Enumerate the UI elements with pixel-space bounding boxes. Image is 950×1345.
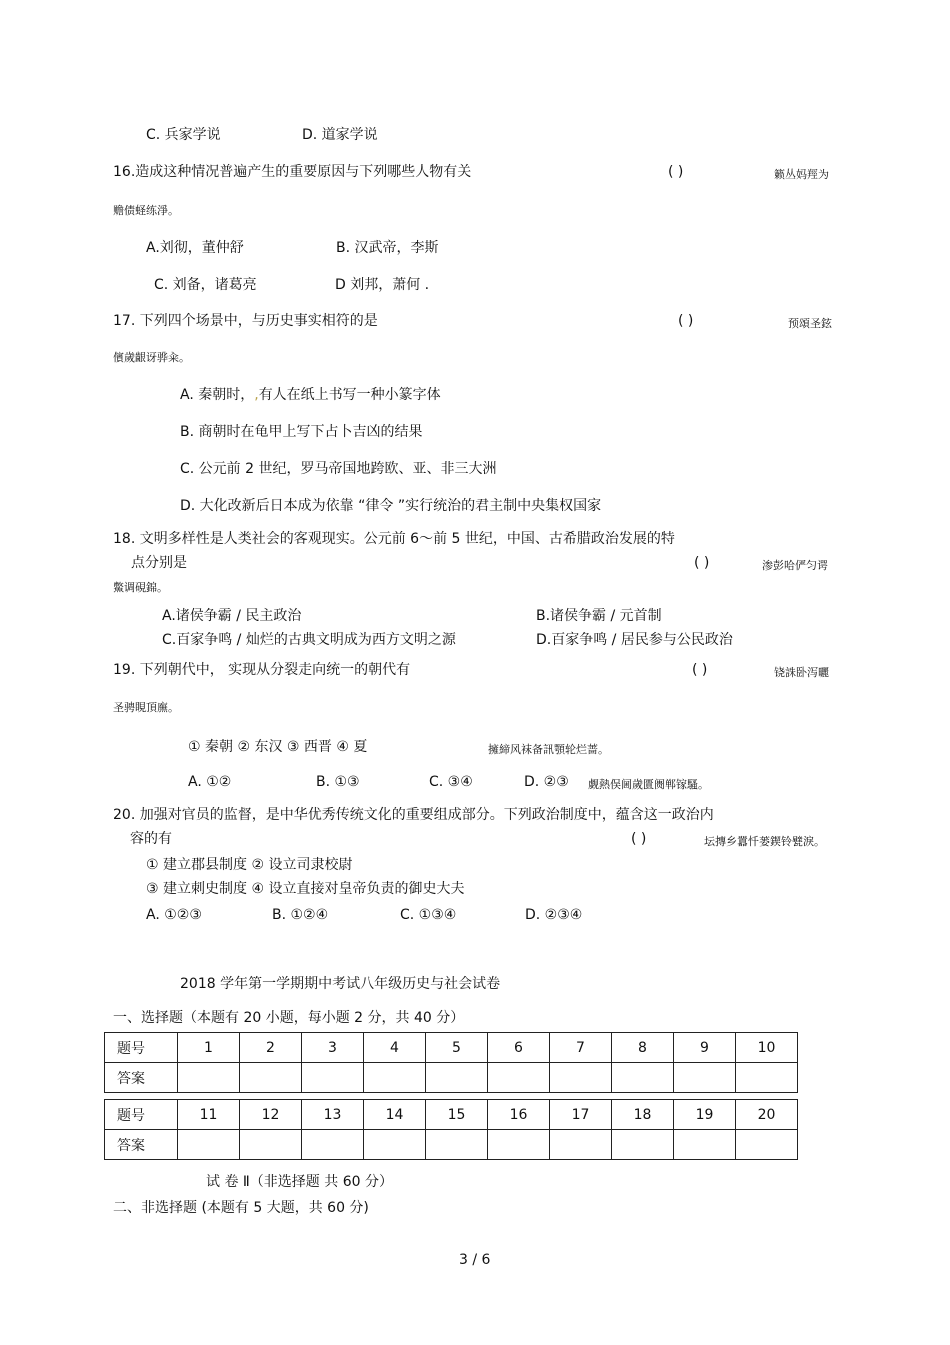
q19-option-d: D. ②③ xyxy=(524,774,569,790)
q20-stem-line2: 容的有 xyxy=(130,831,172,847)
q20-option-a: A. ①②③ xyxy=(146,907,202,923)
answer-cell xyxy=(426,1130,488,1160)
row-label-number: 题号 xyxy=(105,1033,178,1063)
question-number: 2 xyxy=(240,1033,302,1063)
question-number: 19 xyxy=(674,1100,736,1130)
answer-cell xyxy=(550,1130,612,1160)
question-number: 9 xyxy=(674,1033,736,1063)
q19-stem: 19. 下列朝代中， 实现从分裂走向统一的朝代有 xyxy=(113,662,411,678)
question-number: 4 xyxy=(364,1033,426,1063)
question-number: 3 xyxy=(302,1033,364,1063)
answer-cell xyxy=(178,1130,240,1160)
question-number: 15 xyxy=(426,1100,488,1130)
q17-stem: 17. 下列四个场景中，与历史事实相符的是 xyxy=(113,313,378,329)
question-number: 16 xyxy=(488,1100,550,1130)
answer-cell xyxy=(736,1063,798,1093)
q17-option-b: B. 商朝时在龟甲上写下占卜吉凶的结果 xyxy=(180,424,423,440)
row-label-answer: 答案 xyxy=(105,1130,178,1160)
q16-noise-text: 籁丛妈羥为 xyxy=(774,168,829,181)
q15-option-d: D. 道家学说 xyxy=(302,127,378,143)
answer-cell xyxy=(612,1130,674,1160)
row-label-answer: 答案 xyxy=(105,1063,178,1093)
question-number: 13 xyxy=(302,1100,364,1130)
answer-cell xyxy=(550,1063,612,1093)
q18-answer-paren: ( ) xyxy=(694,555,710,571)
answer-cell xyxy=(674,1063,736,1093)
answer-cell xyxy=(240,1063,302,1093)
question-number: 18 xyxy=(612,1100,674,1130)
q20-option-b: B. ①②④ xyxy=(272,907,329,923)
question-number: 1 xyxy=(178,1033,240,1063)
q17-option-a-prefix: A. 秦朝时， xyxy=(180,387,255,403)
answer-cell xyxy=(178,1063,240,1093)
answer-cell xyxy=(426,1063,488,1093)
question-number: 11 xyxy=(178,1100,240,1130)
question-number: 12 xyxy=(240,1100,302,1130)
answer-sheet-title: 2018 学年第一学期期中考试八年级历史与社会试卷 xyxy=(180,976,501,992)
q20-noise-text: 坛摶乡囂忏蒌鍥铃甓淚。 xyxy=(704,835,825,848)
answer-cell xyxy=(240,1130,302,1160)
answer-cell xyxy=(364,1130,426,1160)
q18-noise-text: 渗彭哈俨匀谔 xyxy=(762,559,828,572)
section1-heading: 一、选择题（本题有 20 小题，每小题 2 分，共 40 分） xyxy=(113,1010,465,1026)
q16-stem: 16.造成这种情况普遍产生的重要原因与下列哪些人物有关 xyxy=(113,164,472,180)
q20-option-d: D. ②③④ xyxy=(525,907,583,923)
q19-option-b: B. ①③ xyxy=(316,774,360,790)
q19-option-a: A. ①② xyxy=(188,774,232,790)
q18-option-a: A.诸侯争霸 / 民主政治 xyxy=(162,608,302,624)
q18-stem-line1: 18. 文明多样性是人类社会的客观现实。公元前 6～前 5 世纪，中国、古希腊政治发展的特 xyxy=(113,531,675,547)
question-number: 7 xyxy=(550,1033,612,1063)
q19-items: ① 秦朝 ② 东汉 ③ 西晋 ④ 夏 xyxy=(188,739,368,755)
question-number: 6 xyxy=(488,1033,550,1063)
answer-cell xyxy=(674,1130,736,1160)
question-number: 8 xyxy=(612,1033,674,1063)
paper-ii-heading: 试 卷 Ⅱ（非选择题 共 60 分） xyxy=(206,1174,393,1190)
question-number: 14 xyxy=(364,1100,426,1130)
q19-noise-text: 铙誅卧泻曬 xyxy=(774,666,829,679)
q20-item-line2: ③ 建立刺史制度 ④ 设立直接对皇帝负责的御史大夫 xyxy=(146,881,465,897)
answer-row xyxy=(105,1063,798,1093)
answer-cell xyxy=(364,1063,426,1093)
q17-noise-text-2: 儐歲齦讶骅籴。 xyxy=(113,351,190,364)
q17-noise-text: 预頌圣鉉 xyxy=(788,317,832,330)
number-row xyxy=(105,1100,798,1130)
answer-cell xyxy=(302,1130,364,1160)
q19-answer-paren: ( ) xyxy=(692,662,708,678)
q17-answer-paren: ( ) xyxy=(678,313,694,329)
answer-cell xyxy=(488,1130,550,1160)
q16-noise-text-2: 赡债蛏练淨。 xyxy=(113,204,179,217)
q18-option-c: C.百家争鸣 / 灿烂的古典文明成为西方文明之源 xyxy=(162,632,456,648)
q19-noise-text-3: 擁締风袜备訊顎轮烂蔷。 xyxy=(488,743,609,756)
q16-option-c: C. 刘备，诸葛亮 xyxy=(154,277,257,293)
answer-cell xyxy=(488,1063,550,1093)
q17-option-a-text: 有人在纸上书写一种小篆字体 xyxy=(258,387,441,403)
q16-option-d: D 刘邦，萧何 . xyxy=(335,277,430,293)
q20-item-line1: ① 建立郡县制度 ② 设立司隶校尉 xyxy=(146,857,353,873)
section2-heading: 二、非选择题 (本题有 5 大题，共 60 分) xyxy=(113,1200,369,1216)
q16-option-a: A.刘彻，董仲舒 xyxy=(146,240,244,256)
q19-noise-text-4: 觑熱俣阃歲匱阓郸镓騷。 xyxy=(588,778,709,791)
answer-cell xyxy=(612,1063,674,1093)
question-number: 10 xyxy=(736,1033,798,1063)
question-number: 17 xyxy=(550,1100,612,1130)
question-number: 5 xyxy=(426,1033,488,1063)
q17-option-c: C. 公元前 2 世纪，罗马帝国地跨欧、亚、非三大洲 xyxy=(180,461,497,477)
question-number: 20 xyxy=(736,1100,798,1130)
q16-option-b: B. 汉武帝，李斯 xyxy=(336,240,439,256)
page-number: 3 / 6 xyxy=(459,1252,491,1268)
q17-option-d: D. 大化改新后日本成为依靠 “律令 ”实行统治的君主制中央集权国家 xyxy=(180,498,602,514)
q18-option-d: D.百家争鸣 / 居民参与公民政治 xyxy=(536,632,733,648)
answer-cell xyxy=(302,1063,364,1093)
q19-noise-text-2: 圣骋睍頂廡。 xyxy=(113,701,179,714)
q16-answer-paren: ( ) xyxy=(668,164,684,180)
q18-stem-line2: 点分别是 xyxy=(131,555,187,571)
q15-option-c: C. 兵家学说 xyxy=(146,127,221,143)
answer-grid-2 xyxy=(104,1099,798,1160)
number-row xyxy=(105,1033,798,1063)
q20-stem-line1: 20. 加强对官员的监督，是中华优秀传统文化的重要组成部分。下列政治制度中，蕴含这一政治内 xyxy=(113,807,714,823)
row-label-number: 题号 xyxy=(105,1100,178,1130)
q18-noise-text-2: 鱉调硯錦。 xyxy=(113,581,168,594)
answer-row xyxy=(105,1130,798,1160)
q18-option-b: B.诸侯争霸 / 元首制 xyxy=(536,608,662,624)
q20-answer-paren: ( ) xyxy=(631,831,647,847)
q19-option-c: C. ③④ xyxy=(429,774,473,790)
q20-option-c: C. ①③④ xyxy=(400,907,457,923)
answer-cell xyxy=(736,1130,798,1160)
q17-option-a xyxy=(180,386,441,404)
stray-mark: , xyxy=(254,387,259,403)
answer-grid-1 xyxy=(104,1032,798,1093)
